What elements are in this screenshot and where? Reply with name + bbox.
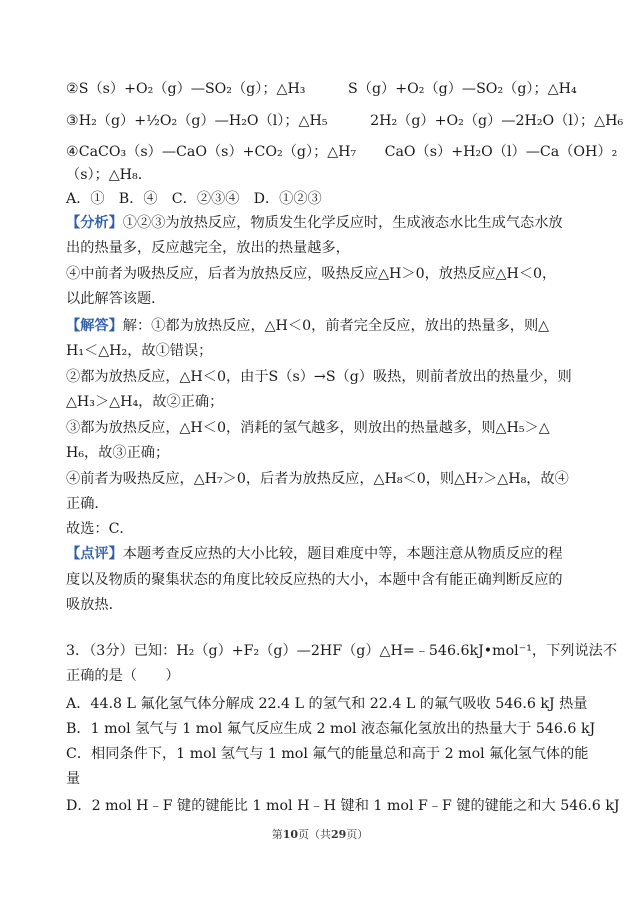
solution-tag: 【解答】 bbox=[66, 318, 123, 334]
comment-tag: 【点评】 bbox=[66, 546, 123, 562]
page-footer bbox=[0, 826, 640, 842]
solution-line: 正确． bbox=[66, 496, 109, 512]
solution-line: ③都为放热反应，△H＜0，消耗的氢气越多，则放出的热量越多，则△H₅＞△ bbox=[66, 420, 550, 436]
analysis-paragraph bbox=[66, 212, 580, 234]
equation-line-3: ③H₂（g）+½O₂（g）—H₂O（l）；△H₅ 2H₂（g）+O₂（g）—2H₂O（l）；△H₆ bbox=[66, 113, 624, 129]
comment-line: 吸放热． bbox=[66, 597, 123, 613]
analysis-line: ④中前者为吸热反应，后者为放热反应，吸热反应△H＞0，放热反应△H＜0， bbox=[66, 266, 557, 282]
question-3-stem: 3．（3分）已知：H₂（g）+F₂（g）—2HF（g）△H=﹣546.6kJ•mol⁻¹，下列说法不 bbox=[66, 643, 618, 659]
analysis-line: 出的热量多，反应越完全，放出的热量越多， bbox=[66, 240, 350, 256]
solution-line: ④前者为吸热反应，△H₇＞0，后者为放热反应，△H₈＜0，则△H₇＞△H₈，故④ bbox=[66, 471, 569, 487]
solution-paragraph bbox=[66, 315, 580, 337]
analysis-text: ①②③为放热反应，物质发生化学反应时，生成液态水比生成气态水放 bbox=[122, 215, 563, 231]
footer-total-pages: 29 bbox=[331, 828, 347, 841]
solution-line: H₆，故③正确； bbox=[66, 445, 170, 461]
footer-prefix: 第 bbox=[271, 828, 283, 841]
option-c-cont: 量 bbox=[66, 771, 81, 787]
solution-line: △H₃＞△H₄，故②正确； bbox=[66, 394, 224, 410]
comment-paragraph bbox=[66, 543, 580, 565]
analysis-line: 以此解答该题． bbox=[66, 291, 166, 307]
solution-line: H₁＜△H₂，故①错误； bbox=[66, 343, 213, 359]
option-a: A．44.8 L 氟化氢气体分解成 22.4 L 的氢气和 22.4 L 的氟气吸收 546.6 kJ 热量 bbox=[66, 696, 588, 712]
analysis-tag: 【分析】 bbox=[66, 215, 123, 231]
solution-line: ②都为放热反应，△H＜0，由于S（s）→S（g）吸热，则前者放出的热量少，则 bbox=[66, 369, 572, 385]
comment-text: 本题考查反应热的大小比较，题目难度中等，本题注意从物质反应的程 bbox=[122, 546, 563, 562]
option-b: B．1 mol 氢气与 1 mol 氟气反应生成 2 mol 液态氟化氢放出的热量大于 546.6 kJ bbox=[66, 721, 596, 737]
comment-line: 度以及物质的聚集状态的角度比较反应热的大小，本题中含有能正确判断反应的 bbox=[66, 572, 563, 588]
answer-options-q2: A．① B．④ C．②③④ D．①②③ bbox=[66, 191, 322, 207]
option-d: D．2 mol H﹣F 键的键能比 1 mol H﹣H 键和 1 mol F﹣F 键的键能之和大 546.6 kJ bbox=[66, 798, 620, 814]
equation-line-2: ②S（s）+O₂（g）—SO₂（g）；△H₃ S（g）+O₂（g）—SO₂（g）；△H₄ bbox=[66, 81, 577, 97]
equation-line-4-cont: （s）；△H₈． bbox=[66, 167, 152, 183]
question-3-stem-cont: 正确的是（ ） bbox=[66, 668, 180, 684]
equation-line-4: ④CaCO₃（s）—CaO（s）+CO₂（g）；△H₇ CaO（s）+H₂O（l）—Ca（OH）₂ bbox=[66, 144, 618, 160]
footer-suffix: 页） bbox=[346, 828, 369, 841]
solution-text: 解：①都为放热反应，△H＜0，前者完全反应，放出的热量多，则△ bbox=[122, 318, 550, 334]
footer-mid: 页（共 bbox=[298, 828, 331, 841]
final-choice: 故选：C． bbox=[66, 521, 134, 537]
footer-page-number: 10 bbox=[282, 828, 298, 841]
option-c: C．相同条件下，1 mol 氢气与 1 mol 氟气的能量总和高于 2 mol 氟化氢气体的能 bbox=[66, 746, 589, 762]
